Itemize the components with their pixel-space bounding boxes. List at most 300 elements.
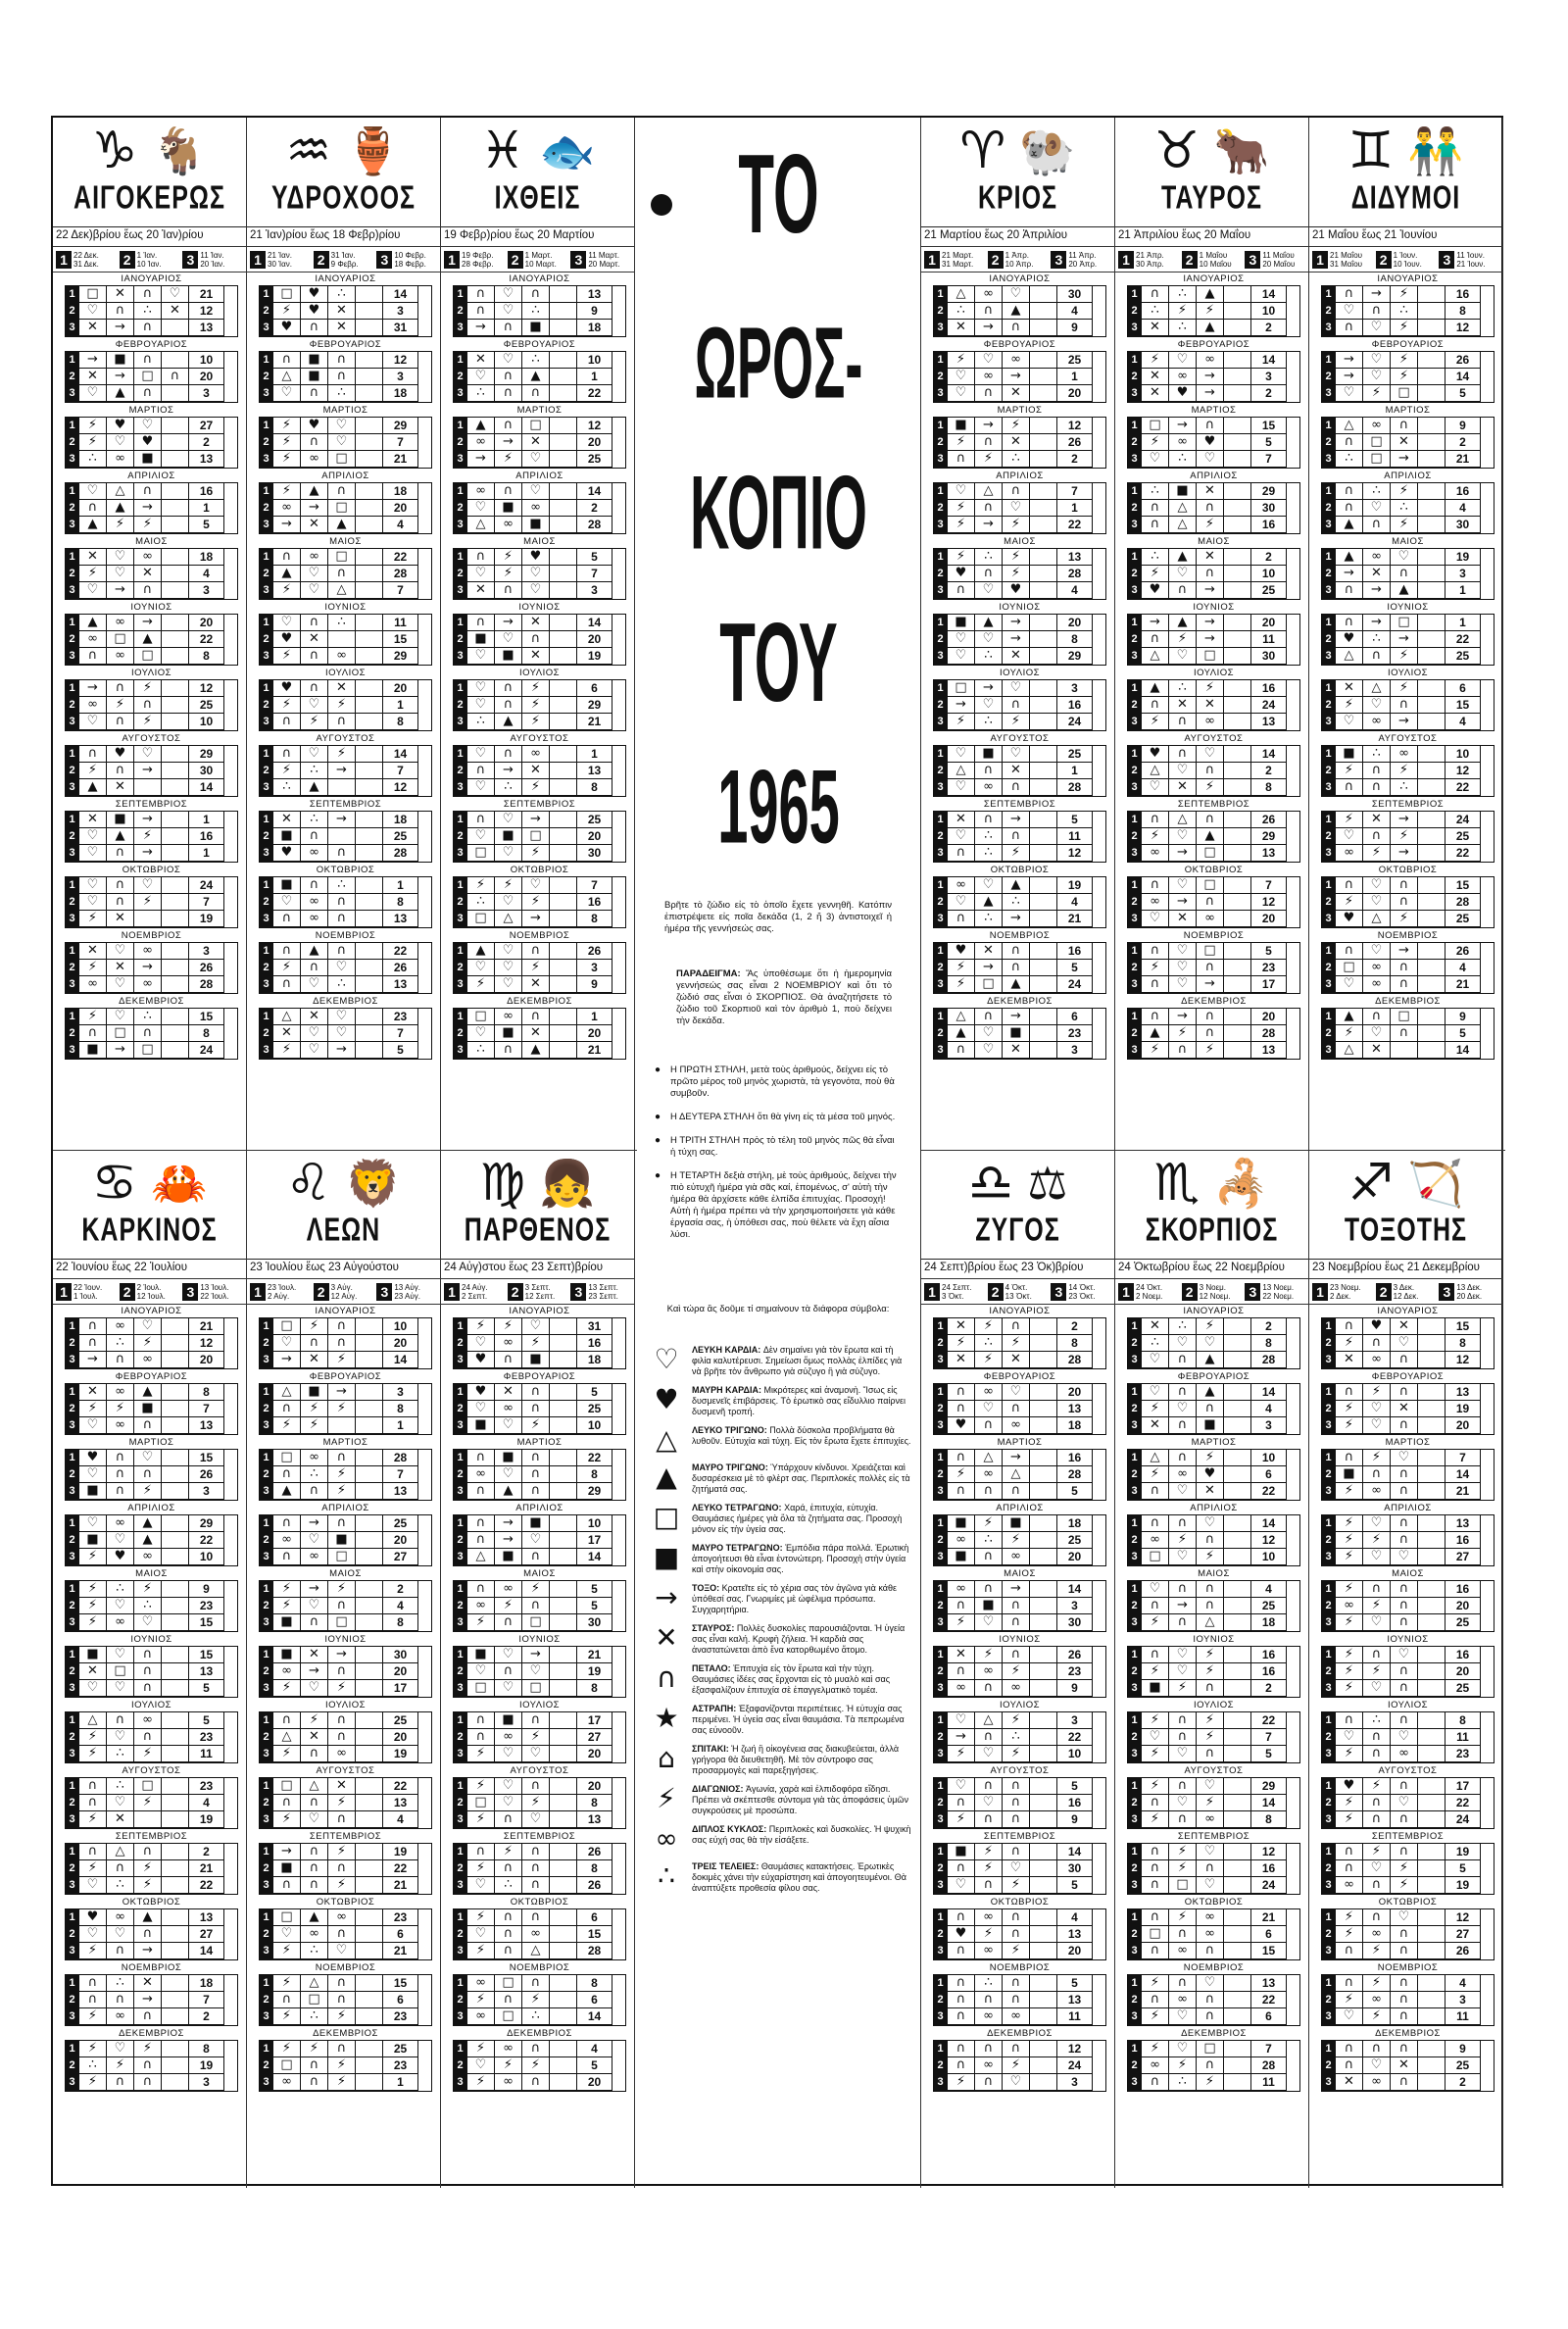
symbol-cell: ∞ xyxy=(134,1712,162,1729)
sign-dates: 23 Ἰουλίου ἕως 23 Αὐγούστου xyxy=(247,1260,440,1279)
sign-name xyxy=(1309,178,1502,217)
month-label: ΙΑΝΟΥΑΡΙΟΣ xyxy=(315,273,376,284)
symbol-cell xyxy=(162,1614,189,1631)
lucky-day: 12 xyxy=(383,352,418,369)
symbol-cell: ∩ xyxy=(1003,960,1030,976)
symbol-cell: ♥ xyxy=(1142,582,1169,599)
lucky-day: 11 xyxy=(1446,1729,1481,1746)
symbol-cell: ⚡ xyxy=(522,714,550,730)
symbol-cell: → xyxy=(522,812,550,828)
symbol-cell: ∩ xyxy=(948,1795,975,1811)
lucky-day: 12 xyxy=(1057,418,1093,434)
symbol-cell: ✕ xyxy=(328,1778,356,1795)
symbol-cell: ∩ xyxy=(134,1663,162,1680)
symbol-cell: ⚡ xyxy=(1391,828,1418,845)
symbol-cell: ✕ xyxy=(522,763,550,779)
lucky-day: 11 xyxy=(1251,631,1287,648)
month-block xyxy=(921,1830,1114,1896)
symbol-cell: ♡ xyxy=(522,1532,550,1549)
decade-2 xyxy=(988,1283,1049,1301)
month-label: ΙΟΥΝΙΟΣ xyxy=(1387,1634,1429,1645)
lucky-day: 21 xyxy=(1446,976,1481,993)
symbol-cell: △ xyxy=(1363,911,1391,927)
month-block xyxy=(1115,864,1308,929)
row-number: 1 xyxy=(1128,943,1142,960)
row-number: 2 xyxy=(454,1795,467,1811)
symbol-cell: ∞ xyxy=(134,1549,162,1565)
lucky-day: 3 xyxy=(1251,1417,1287,1434)
month-block xyxy=(1309,1764,1502,1830)
symbol-cell xyxy=(1224,1778,1251,1795)
month-grid xyxy=(259,876,432,928)
lucky-day: 21 xyxy=(577,714,612,730)
month-block xyxy=(921,732,1114,798)
symbol-cell: ∩ xyxy=(495,1663,522,1680)
lucky-day: 28 xyxy=(1057,779,1093,796)
row-number: 1 xyxy=(454,1450,467,1466)
lucky-day: 4 xyxy=(1057,1909,1093,1926)
symbol-cell: ∩ xyxy=(134,352,162,369)
symbol-cell: ✕ xyxy=(1197,1483,1224,1500)
symbol-cell: □ xyxy=(467,1795,495,1811)
symbol-cell: ⚡ xyxy=(1197,1663,1224,1680)
symbol-cell: ■ xyxy=(273,1647,301,1663)
month-block xyxy=(247,273,440,338)
symbol-cell: ♡ xyxy=(467,2057,495,2074)
symbol-cell xyxy=(1418,894,1446,911)
symbol-cell: ■ xyxy=(975,746,1003,763)
row-number: 3 xyxy=(260,1943,273,1959)
title-line-4: ΤΟΥ xyxy=(719,600,838,725)
lucky-day: 5 xyxy=(1057,1975,1093,1992)
symbol-cell: △ xyxy=(948,1009,975,1025)
row-number: 1 xyxy=(1322,286,1336,303)
row-number: 2 xyxy=(1322,566,1336,582)
lucky-day: 7 xyxy=(383,1466,418,1483)
symbol-cell: ⚡ xyxy=(1169,1844,1197,1860)
month-block xyxy=(1115,929,1308,995)
symbol-cell xyxy=(356,1943,383,1959)
row-number: 3 xyxy=(454,1811,467,1828)
row-number: 3 xyxy=(454,517,467,533)
symbol-cell xyxy=(356,1042,383,1059)
lucky-day: 3 xyxy=(1251,369,1287,385)
month-label: ΔΕΚΕΜΒΡΙΟΣ xyxy=(507,2028,572,2039)
month-grid xyxy=(1127,1580,1300,1632)
symbol-cell xyxy=(1030,320,1057,336)
symbol-cell: ✕ xyxy=(162,303,189,320)
lucky-day: 12 xyxy=(189,303,224,320)
zodiac-figure-icon: 🐟 xyxy=(539,124,596,177)
month-label: ΟΚΤΩΒΡΙΟΣ xyxy=(316,865,375,875)
row-number: 1 xyxy=(934,2041,948,2057)
month-grid xyxy=(1321,1646,1494,1698)
symbol-cell: ⚡ xyxy=(79,763,107,779)
month-label: ΣΕΠΤΕΜΒΡΙΟΣ xyxy=(309,799,382,810)
symbol-cell: ∩ xyxy=(134,2074,162,2091)
month-block xyxy=(1309,470,1502,535)
row-number: 1 xyxy=(260,1318,273,1335)
zodiac-symbol-icon: ♊ xyxy=(1348,122,1395,180)
lucky-day: 8 xyxy=(1251,779,1287,796)
symbol-cell: ∞ xyxy=(1003,352,1030,369)
row-number: 3 xyxy=(1128,714,1142,730)
symbol-cell: ⚡ xyxy=(948,352,975,369)
symbol-cell: → xyxy=(975,418,1003,434)
lucky-day: 22 xyxy=(1446,1795,1481,1811)
decade-range: 24 Ὀκτ. 2 Νοεμ. xyxy=(1136,1282,1163,1301)
month-label: ΦΕΒΡΟΥΑΡΙΟΣ xyxy=(503,339,576,350)
symbol-cell: ✕ xyxy=(1003,434,1030,451)
symbol-cell: ∩ xyxy=(328,714,356,730)
decade-1 xyxy=(56,251,117,269)
symbol-cell: ∞ xyxy=(273,2074,301,2091)
lucky-day: 5 xyxy=(1057,1483,1093,1500)
symbol-cell: ∩ xyxy=(301,385,328,402)
symbol-cell: ⚡ xyxy=(1003,566,1030,582)
lucky-day: 10 xyxy=(189,714,224,730)
symbol-cell: ✕ xyxy=(107,911,134,927)
symbol-cell xyxy=(1030,746,1057,763)
month-grid xyxy=(453,745,626,797)
symbol-cell xyxy=(162,1877,189,1894)
lucky-day: 20 xyxy=(189,369,224,385)
symbol-cell: ♡ xyxy=(1363,697,1391,714)
symbol-cell xyxy=(1030,1009,1057,1025)
lucky-day: 30 xyxy=(1057,286,1093,303)
symbol-cell: ∴ xyxy=(1169,2074,1197,2091)
row-number: 2 xyxy=(66,566,79,582)
symbol-cell xyxy=(356,434,383,451)
lucky-day: 20 xyxy=(1446,1417,1481,1434)
symbol-cell xyxy=(356,1009,383,1025)
symbol-cell: ∩ xyxy=(328,1860,356,1877)
lucky-day: 25 xyxy=(383,828,418,845)
lucky-day: 14 xyxy=(383,1352,418,1368)
symbol-cell: ▲ xyxy=(134,1384,162,1401)
symbol-cell: ∩ xyxy=(1363,517,1391,533)
symbol-cell: ∩ xyxy=(948,1450,975,1466)
symbol-cell xyxy=(1030,434,1057,451)
symbol-cell: ∩ xyxy=(273,1401,301,1417)
symbol-cell: ♡ xyxy=(495,1647,522,1663)
symbol-cell xyxy=(1418,1009,1446,1025)
lucky-day: 20 xyxy=(383,1663,418,1680)
symbol-cell xyxy=(1224,845,1251,862)
symbol-cell: ∞ xyxy=(1142,894,1169,911)
symbol-cell: ⚡ xyxy=(134,714,162,730)
symbol-cell: ∞ xyxy=(1003,1417,1030,1434)
row-number: 2 xyxy=(454,434,467,451)
symbol-cell xyxy=(1418,1335,1446,1352)
lucky-day: 13 xyxy=(1251,845,1287,862)
symbol-cell: ∩ xyxy=(1197,2008,1224,2025)
row-number: 1 xyxy=(454,1844,467,1860)
symbol-cell: ♡ xyxy=(79,1515,107,1532)
symbol-cell: ■ xyxy=(273,828,301,845)
row-number: 3 xyxy=(454,451,467,468)
symbol-cell: ♡ xyxy=(301,697,328,714)
month-block xyxy=(53,470,246,535)
symbol-cell xyxy=(1030,369,1057,385)
symbol-cell: ∩ xyxy=(328,2041,356,2057)
row-number: 3 xyxy=(66,714,79,730)
decade-range: 11 Ἰουν. 21 Ἰουν. xyxy=(1456,250,1486,269)
month-grid xyxy=(65,1317,238,1369)
row-number: 2 xyxy=(260,500,273,517)
symbol-cell: ▲ xyxy=(1142,680,1169,697)
symbol-cell xyxy=(1030,943,1057,960)
symbol-cell: △ xyxy=(328,582,356,599)
row-number: 1 xyxy=(1128,1712,1142,1729)
month-grid xyxy=(933,1008,1106,1060)
symbol-cell: ⚡ xyxy=(975,1926,1003,1943)
symbol-cell: ✕ xyxy=(522,615,550,631)
symbol-cell: ∩ xyxy=(107,894,134,911)
decade-number: 3 xyxy=(570,1283,586,1301)
symbol-cell: ∩ xyxy=(1003,1318,1030,1335)
decade-row xyxy=(1309,1279,1502,1305)
symbol-cell: ✕ xyxy=(301,1647,328,1663)
row-number: 2 xyxy=(66,1663,79,1680)
month-block xyxy=(1309,404,1502,470)
symbol-cell xyxy=(162,1515,189,1532)
sign-dates: 21 Ἰαν)ρίου ἕως 18 Φεβρ)ρίου xyxy=(247,227,440,247)
symbol-cell xyxy=(550,894,577,911)
lucky-day: 29 xyxy=(383,418,418,434)
symbol-cell: ∩ xyxy=(495,385,522,402)
lucky-day: 1 xyxy=(1057,763,1093,779)
row-number: 1 xyxy=(454,1384,467,1401)
month-grid xyxy=(1127,1908,1300,1960)
symbol-cell: ✕ xyxy=(1003,385,1030,402)
symbol-cell xyxy=(550,1811,577,1828)
lucky-day: 15 xyxy=(189,1009,224,1025)
row-number: 2 xyxy=(934,960,948,976)
month-block xyxy=(247,404,440,470)
lucky-day: 13 xyxy=(383,911,418,927)
lucky-day: 15 xyxy=(1251,418,1287,434)
symbol-cell: ∞ xyxy=(1003,1549,1030,1565)
lucky-day: 22 xyxy=(189,1532,224,1549)
decade-number: 2 xyxy=(988,251,1004,269)
symbol-cell: ∩ xyxy=(1391,2074,1418,2091)
symbol-cell: ▲ xyxy=(301,943,328,960)
symbol-cell: ♡ xyxy=(79,845,107,862)
symbol-cell: ∩ xyxy=(495,582,522,599)
symbol-cell: ♡ xyxy=(1363,1417,1391,1434)
row-number: 2 xyxy=(1128,1729,1142,1746)
symbol-cell: ∩ xyxy=(1142,812,1169,828)
month-label: ΙΟΥΝΙΟΣ xyxy=(130,602,172,613)
month-label: ΙΟΥΛΙΟΣ xyxy=(518,1700,561,1710)
symbol-cell: □ xyxy=(273,286,301,303)
symbol-cell: ∩ xyxy=(1391,1778,1418,1795)
symbol-cell xyxy=(1030,1025,1057,1042)
row-number: 1 xyxy=(454,1778,467,1795)
row-number: 2 xyxy=(454,1025,467,1042)
symbol-cell: ∩ xyxy=(1197,894,1224,911)
symbol-cell: □ xyxy=(328,1549,356,1565)
month-block xyxy=(53,1961,246,2027)
lucky-day: 3 xyxy=(189,943,224,960)
lucky-day: 26 xyxy=(189,960,224,976)
symbol-cell xyxy=(550,845,577,862)
row-number: 1 xyxy=(454,877,467,894)
symbol-cell: ∴ xyxy=(1363,483,1391,500)
legend-symbol-icon: △ xyxy=(656,1423,677,1456)
lucky-day: 16 xyxy=(1446,1647,1481,1663)
lucky-day: 10 xyxy=(577,352,612,369)
symbol-cell: → xyxy=(495,763,522,779)
lucky-day: 3 xyxy=(577,960,612,976)
symbol-cell: → xyxy=(79,680,107,697)
symbol-cell: ∩ xyxy=(522,385,550,402)
symbol-cell: ▲ xyxy=(79,779,107,796)
row-number: 2 xyxy=(260,369,273,385)
lucky-day: 22 xyxy=(577,1450,612,1466)
month-block xyxy=(53,601,246,667)
row-number: 3 xyxy=(1128,2074,1142,2091)
symbol-cell: ⚡ xyxy=(1169,631,1197,648)
symbol-cell xyxy=(1224,828,1251,845)
symbol-cell xyxy=(162,1335,189,1352)
month-block xyxy=(53,732,246,798)
symbol-cell: ∩ xyxy=(328,1712,356,1729)
symbol-cell: ∞ xyxy=(1363,2074,1391,2091)
symbol-cell: ♡ xyxy=(948,385,975,402)
column-note-3: ● Η ΤΡΙΤΗ ΣΤΗΛΗ πρὸς τὸ τέλη τοῦ μηνὸς πῶς θὰ εἶναι ἡ τύχη σας. xyxy=(655,1135,900,1159)
symbol-cell: ∩ xyxy=(328,1598,356,1614)
symbol-cell: ∩ xyxy=(107,1352,134,1368)
month-label: ΜΑΙΟΣ xyxy=(1004,536,1036,547)
month-label: ΔΕΚΕΜΒΡΙΟΣ xyxy=(313,2028,378,2039)
symbol-cell: ■ xyxy=(948,615,975,631)
month-block xyxy=(921,535,1114,601)
row-number: 2 xyxy=(934,369,948,385)
row-number: 2 xyxy=(260,1466,273,1483)
lucky-day: 13 xyxy=(383,1795,418,1811)
legend-symbol-icon: ∩ xyxy=(656,1661,677,1694)
symbol-cell: ⚡ xyxy=(495,451,522,468)
symbol-cell xyxy=(550,943,577,960)
row-number: 1 xyxy=(934,286,948,303)
row-number: 3 xyxy=(66,517,79,533)
symbol-cell: ∩ xyxy=(301,434,328,451)
symbol-cell: ♡ xyxy=(1003,500,1030,517)
row-number: 3 xyxy=(260,1811,273,1828)
row-number: 2 xyxy=(1128,1663,1142,1680)
row-number: 3 xyxy=(1128,385,1142,402)
month-label: ΑΠΡΙΛΙΟΣ xyxy=(321,471,369,481)
symbol-cell: ⚡ xyxy=(328,2057,356,2074)
lucky-day: 3 xyxy=(189,582,224,599)
symbol-cell: ⚡ xyxy=(328,1483,356,1500)
symbol-cell: ⚡ xyxy=(1197,1795,1224,1811)
row-number: 3 xyxy=(1128,1352,1142,1368)
symbol-cell: ∩ xyxy=(495,1614,522,1631)
row-number: 1 xyxy=(260,1450,273,1466)
symbol-cell xyxy=(1030,631,1057,648)
row-number: 1 xyxy=(454,483,467,500)
symbol-cell: ⚡ xyxy=(1003,517,1030,533)
zodiac-symbol-icon: ♒ xyxy=(285,122,332,180)
column-note-2: ● Η ΔΕΥΤΕΡΑ ΣΤΗΛΗ ὅτι θὰ γίνη εἰς τὰ μέσα τοῦ μηνός. xyxy=(655,1112,900,1123)
symbol-cell: ⚡ xyxy=(1003,2057,1030,2074)
legend-name: ΜΑΥΡΟ ΤΡΙΓΩΝΟ: xyxy=(692,1462,771,1472)
symbol-cell: ✕ xyxy=(107,779,134,796)
lucky-day: 14 xyxy=(383,286,418,303)
month-grid xyxy=(1321,1908,1494,1960)
symbol-cell: ♡ xyxy=(1169,1401,1197,1417)
month-block xyxy=(53,535,246,601)
symbol-cell: → xyxy=(1169,845,1197,862)
row-number: 1 xyxy=(934,877,948,894)
sign-header xyxy=(53,118,246,227)
row-number: 2 xyxy=(1322,763,1336,779)
symbol-cell xyxy=(550,2008,577,2025)
symbol-cell: □ xyxy=(975,976,1003,993)
month-label: ΙΟΥΛΙΟΣ xyxy=(518,668,561,678)
symbol-cell: ▲ xyxy=(1003,877,1030,894)
symbol-cell: □ xyxy=(273,1909,301,1926)
symbol-cell xyxy=(1030,385,1057,402)
symbol-cell: ⚡ xyxy=(1391,680,1418,697)
symbol-cell: ▲ xyxy=(1003,976,1030,993)
sign-column-0 xyxy=(53,118,247,1150)
symbol-cell: ∴ xyxy=(301,812,328,828)
symbol-cell: ∩ xyxy=(1336,1318,1363,1335)
symbol-cell: □ xyxy=(522,418,550,434)
symbol-cell: → xyxy=(1003,1009,1030,1025)
symbol-cell: △ xyxy=(1142,763,1169,779)
month-label: ΙΑΝΟΥΑΡΙΟΣ xyxy=(315,1306,376,1316)
month-grid xyxy=(65,1974,238,2026)
month-label: ΦΕΒΡΟΥΑΡΙΟΣ xyxy=(1177,1371,1250,1382)
decade-3 xyxy=(376,251,437,269)
symbol-cell xyxy=(356,1811,383,1828)
decade-2 xyxy=(314,1283,374,1301)
lucky-day: 27 xyxy=(189,1926,224,1943)
month-label: ΟΚΤΩΒΡΙΟΣ xyxy=(316,1897,375,1908)
month-block xyxy=(53,929,246,995)
symbol-cell xyxy=(1030,911,1057,927)
lucky-day: 4 xyxy=(1446,500,1481,517)
symbol-cell: ♡ xyxy=(107,1598,134,1614)
decade-range: 2 Ἰουλ. 12 Ἰουλ. xyxy=(136,1282,166,1301)
symbol-cell: ♥ xyxy=(1169,385,1197,402)
symbol-cell: ∴ xyxy=(107,1975,134,1992)
symbol-cell xyxy=(162,2057,189,2074)
row-number: 1 xyxy=(1128,352,1142,369)
symbol-cell: ∞ xyxy=(1142,1532,1169,1549)
symbol-cell: ■ xyxy=(134,1401,162,1417)
symbol-cell xyxy=(550,680,577,697)
symbol-cell: ∩ xyxy=(1336,877,1363,894)
symbol-cell: → xyxy=(79,352,107,369)
symbol-cell: ⚡ xyxy=(522,697,550,714)
decade-1 xyxy=(924,1283,985,1301)
month-block xyxy=(1115,1961,1308,2027)
symbol-cell xyxy=(356,1598,383,1614)
symbol-cell: □ xyxy=(1336,960,1363,976)
decade-range: 31 Ἰαν. 9 Φεβρ. xyxy=(330,250,359,269)
month-label: ΜΑΡΤΙΟΣ xyxy=(516,1437,563,1448)
row-number: 1 xyxy=(934,549,948,566)
row-number: 1 xyxy=(260,877,273,894)
zodiac-figure-icon: 🐏 xyxy=(1019,124,1076,177)
symbol-cell: ⚡ xyxy=(1336,1926,1363,1943)
